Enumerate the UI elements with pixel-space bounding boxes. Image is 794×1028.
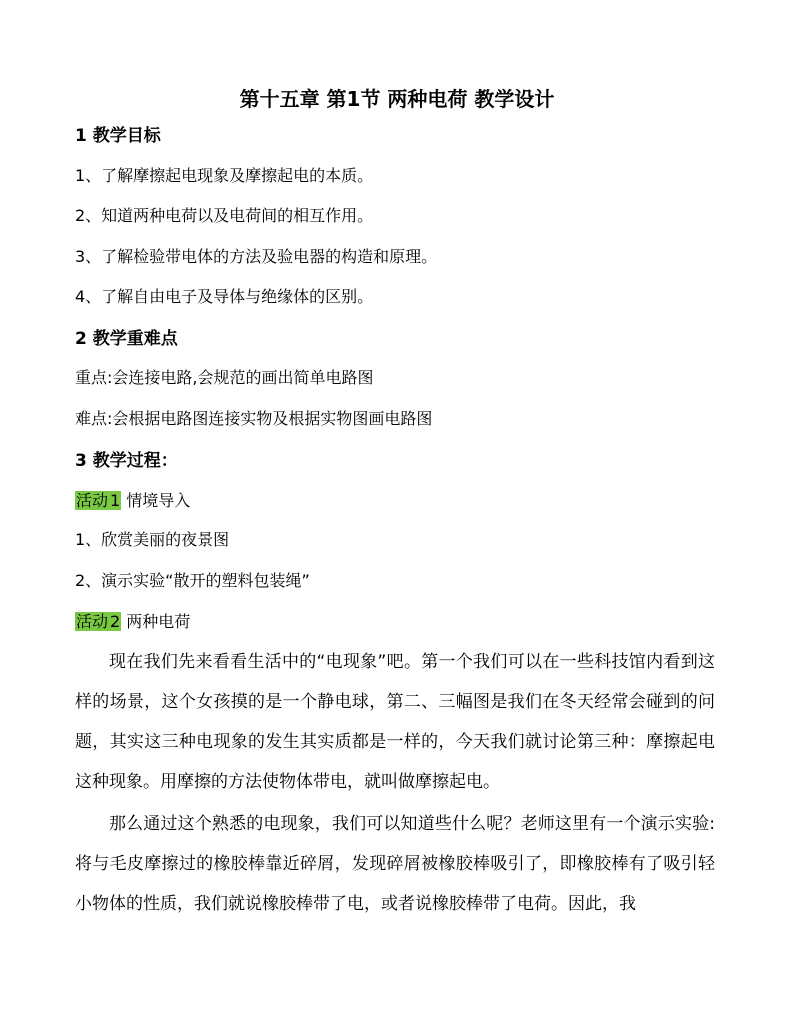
objective-item-2: 2、知道两种电荷以及电荷间的相互作用。 — [75, 206, 374, 225]
activity-2-tag: 活动 — [76, 612, 109, 631]
body-paragraph-2: 那么通过这个熟悉的电现象，我们可以知道些什么呢？老师这里有一个演示实验: 将与毛皮摩擦过的橡胶棒靠近碎屑，发现碎屑被橡胶棒吸引了，即橡胶棒有了吸引轻小物体的性质，我们就说橡胶棒带了电，或者说橡胶棒带了电荷。因此，我 — [75, 814, 715, 914]
section-heading-objectives: 1 教学目标 — [75, 126, 161, 146]
document-title: 第十五章 第1节 两种电荷 教学设计 — [239, 87, 555, 111]
activity-1-heading — [75, 489, 190, 513]
activity-1-item-2: 2、演示实验“散开的塑料包装绳” — [75, 571, 310, 590]
section-heading-key-points: 2 教学重难点 — [75, 329, 178, 349]
activity-2-number: 2 — [110, 612, 121, 631]
activity-1-tag: 活动 — [76, 491, 109, 510]
objective-item-3: 3、了解检验带电体的方法及验电器的构造和原理。 — [75, 247, 438, 266]
objective-item-1: 1、了解摩擦起电现象及摩擦起电的本质。 — [75, 166, 374, 185]
activity-1-name: 情境导入 — [126, 491, 191, 510]
activity-1-number: 1 — [110, 491, 121, 510]
body-paragraph-1: 现在我们先来看看生活中的“电现象”吧。第一个我们可以在一些科技馆内看到这样的场景，这个女孩摸的是一个静电球，第二、三幅图是我们在冬天经常会碰到的问题，其实这三种电现象的发生其实质都是一样的，今天我们就讨论第三种：摩擦起电这种现象。用摩擦的方法使物体带电，就叫做摩擦起电。 — [75, 652, 715, 792]
difficult-point-text: 难点:会根据电路图连接实物及根据实物图画电路图 — [75, 409, 433, 428]
key-point-text: 重点:会连接电路,会规范的画出简单电路图 — [75, 368, 374, 387]
activity-1-item-1: 1、欣赏美丽的夜景图 — [75, 530, 230, 549]
section-heading-process: 3 教学过程： — [75, 451, 178, 471]
activity-2-heading — [75, 610, 190, 634]
objective-item-4: 4、了解自由电子及导体与绝缘体的区别。 — [75, 287, 374, 306]
activity-2-name: 两种电荷 — [126, 612, 191, 631]
